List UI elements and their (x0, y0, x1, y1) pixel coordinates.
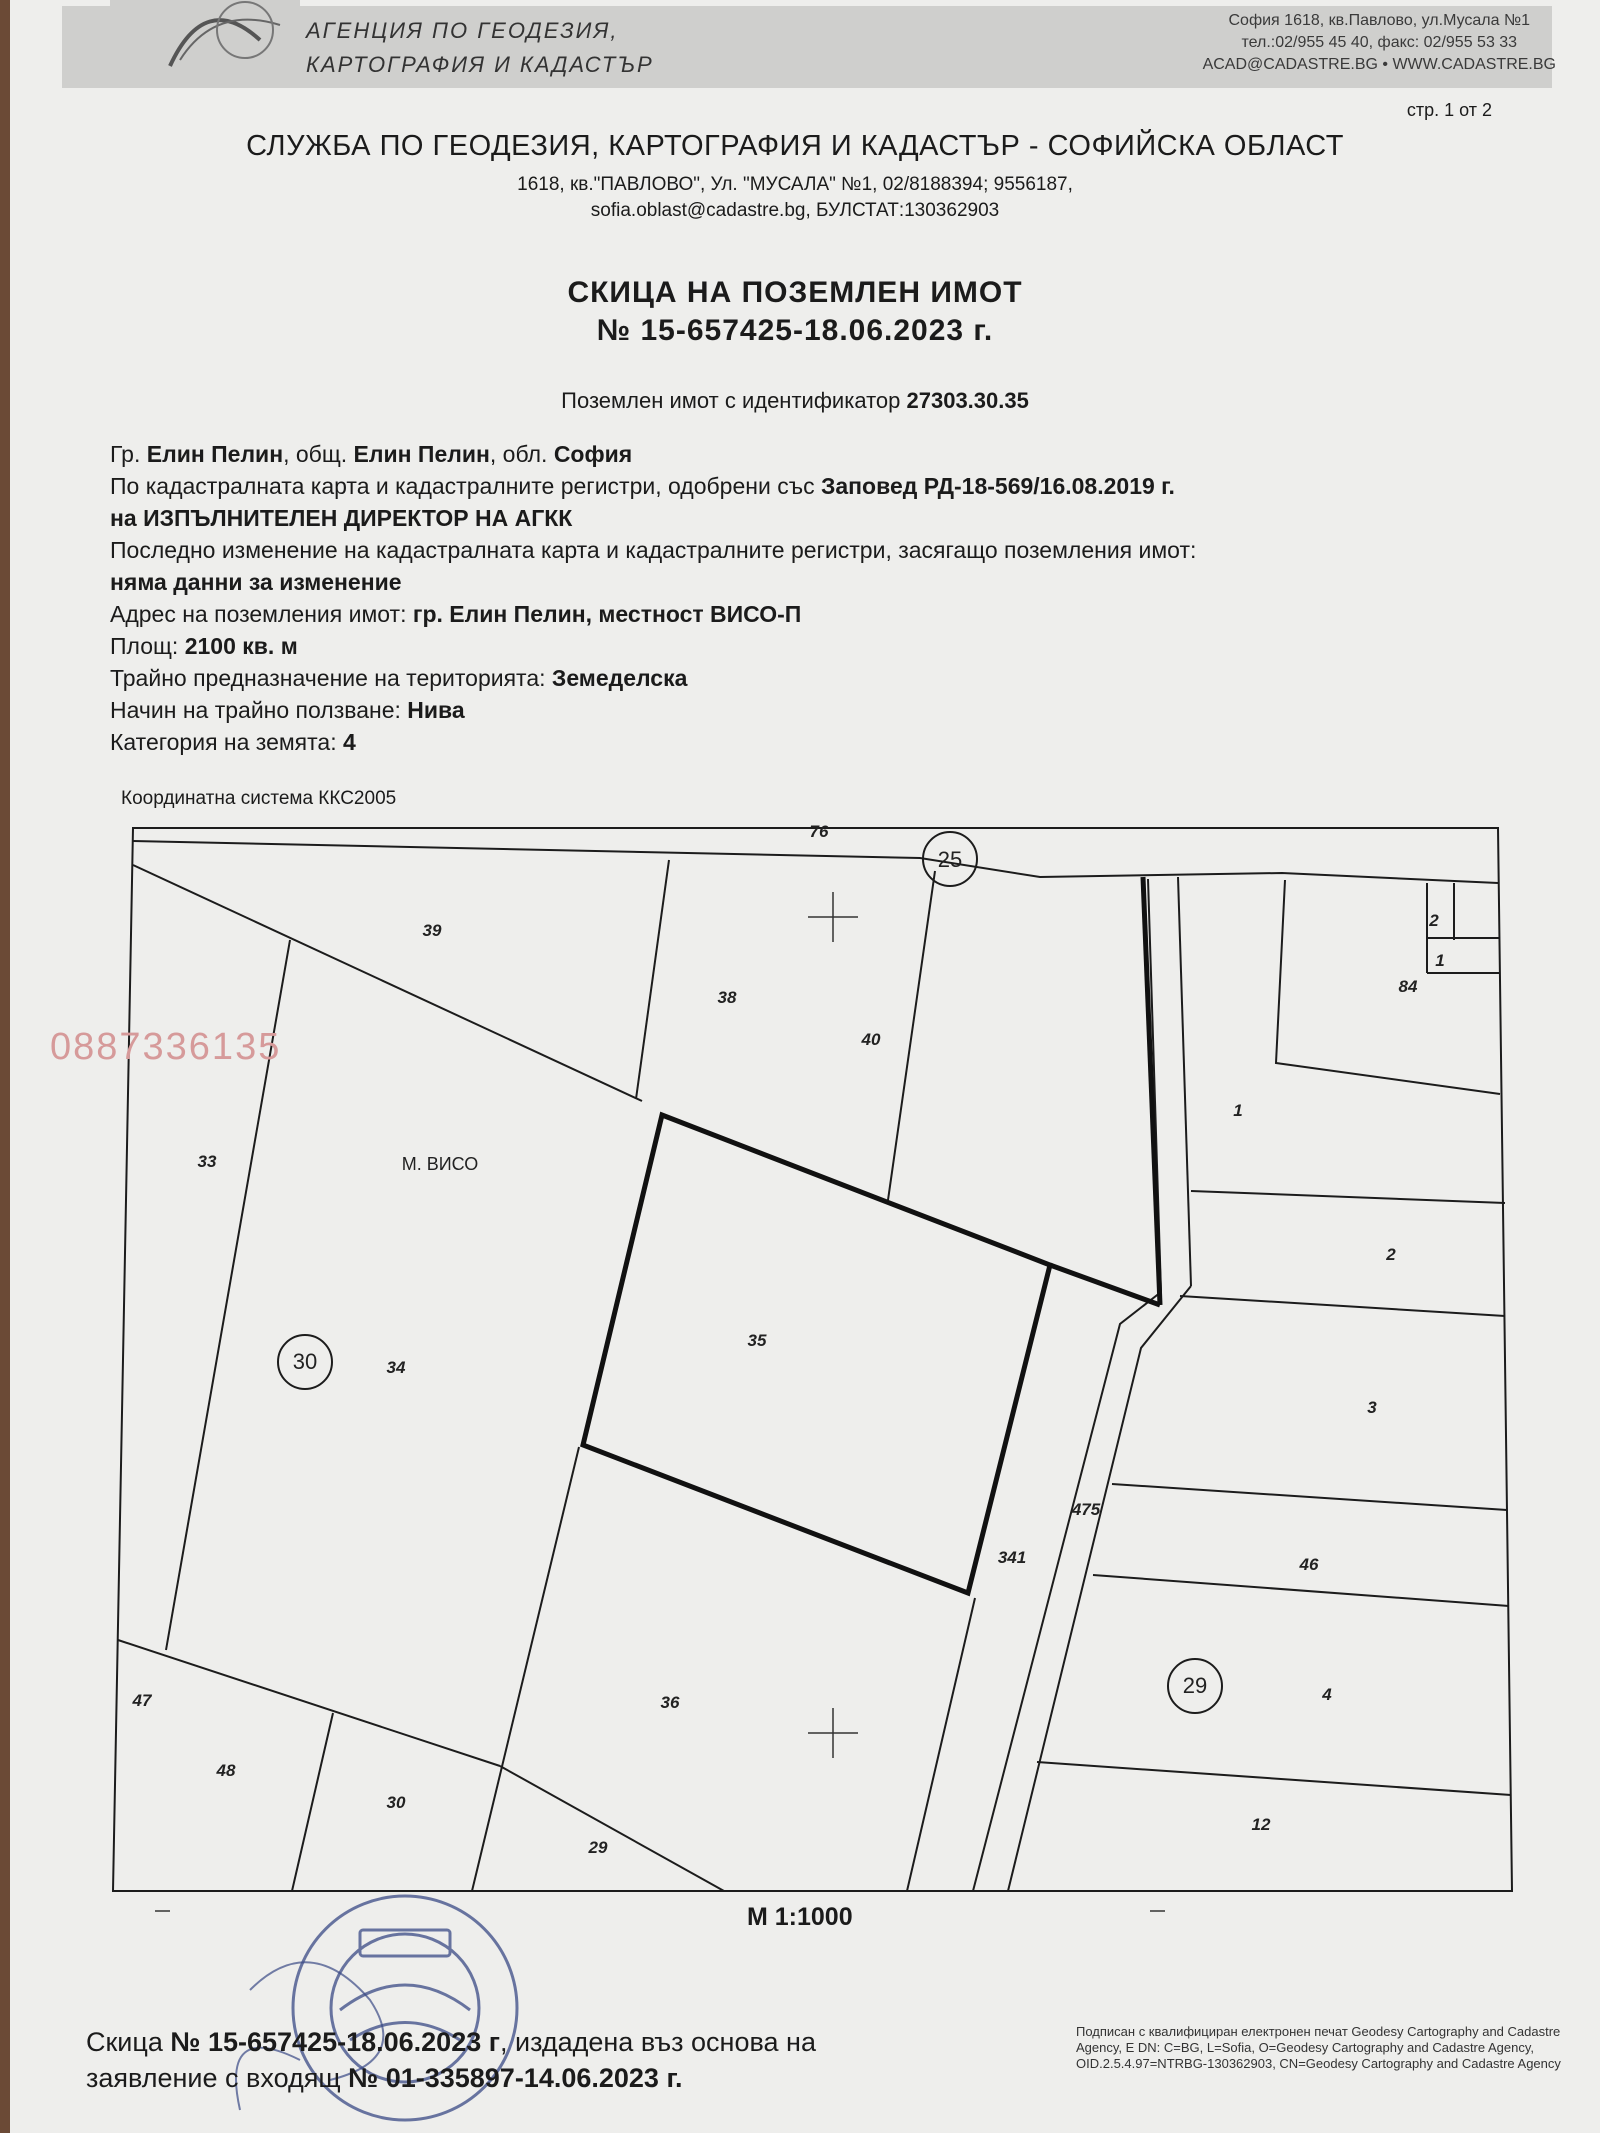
parcel-label: 35 (747, 1331, 767, 1350)
identifier-value: 27303.30.35 (906, 388, 1029, 413)
area-value: 2100 кв. м (184, 633, 298, 659)
parcel-label: 475 (1071, 1500, 1101, 1519)
map-scale: М 1:1000 (747, 1903, 853, 1931)
parcel-label: 1 (1435, 951, 1445, 970)
office-address-line2: sofia.oblast@cadastre.bg, БУЛСТАТ:130362903 (590, 200, 1000, 221)
coordinate-system: Координатна система ККС2005 (121, 788, 397, 809)
parcel-label: 29 (588, 1838, 608, 1857)
identifier-label: Поземлен имот с идентификатор (561, 388, 901, 413)
parcel-label: 38 (717, 988, 737, 1007)
city-value: Елин Пелин (146, 441, 284, 467)
contact-phone: тел.:02/955 45 40, факс: 02/955 53 33 (1241, 34, 1518, 51)
parcel-label: 2 (1386, 1245, 1396, 1264)
parcel-label: 2 (1429, 911, 1439, 930)
footer-application-label: заявление с входящ (86, 2063, 341, 2093)
purpose-label: Трайно предназначение на територията: (110, 665, 546, 691)
region-label: , обл. (489, 441, 548, 467)
cadastre-order: Заповед РД-18-569/16.08.2019 г. (820, 473, 1175, 499)
last-change-label: Последно изменение на кадастралната карта и кадастралните регистри, засягащо поземления имот: (110, 537, 1197, 563)
category-label: Категория на земята: (110, 729, 337, 755)
order-issuer-value: на ИЗПЪЛНИТЕЛЕН ДИРЕКТОР НА АГКК (110, 505, 573, 531)
footer-sketch-number: № 15-657425-18.06.2023 г (170, 2027, 500, 2057)
parcel-label: 84 (1398, 977, 1418, 996)
last-change-value: няма данни за изменение (110, 569, 402, 595)
agency-name-line1: АГЕНЦИЯ ПО ГЕОДЕЗИЯ, (306, 18, 619, 43)
parcel-label: 30 (386, 1793, 406, 1812)
address-value: гр. Елин Пелин, местност ВИСО-П (412, 601, 802, 627)
category-value: 4 (343, 729, 356, 755)
sketch-title: СКИЦА НА ПОЗЕМЛЕН ИМОТ (567, 276, 1023, 309)
use-value: Нива (407, 697, 465, 723)
sketch-number: № 15-657425-18.06.2023 г. (596, 314, 994, 347)
footer-line1 (86, 2024, 816, 2060)
parcel-label: 341 (997, 1548, 1027, 1567)
parcel-label: 3 (1367, 1398, 1377, 1417)
parcel-label: 47 (132, 1691, 152, 1710)
parcel-label: 40 (861, 1030, 881, 1049)
parcel-label: 12 (1251, 1815, 1271, 1834)
contact-web: ACAD@CADASTRE.BG • WWW.CADASTRE.BG (1202, 56, 1556, 73)
parcel-label: 1 (1233, 1101, 1243, 1120)
municipality-value: Елин Пелин (353, 441, 490, 467)
footer-issued-text: , издадена въз основа на (499, 2027, 816, 2057)
locality-label: М. ВИСО (401, 1154, 479, 1174)
parcel-label: 46 (1299, 1555, 1319, 1574)
zone-label: 25 (937, 847, 963, 872)
parcel-label: 34 (386, 1358, 406, 1377)
address-label: Адрес на поземления имот: (110, 601, 407, 627)
office-name: СЛУЖБА ПО ГЕОДЕЗИЯ, КАРТОГРАФИЯ И КАДАСТЪР - СОФИЙСКА ОБЛАСТ (246, 130, 1344, 162)
electronic-signature: Подписан с квалифициран електронен печат Geodesy Cartography and Cadastre Agency, E DN: C=BG, L=Sofia, O=Geodesy Cartography and Cadastre Agency, OID.2.5.4.97=NTRBG-130362903, CN=Geodesy Cartography and Cadastre Agency (1076, 2024, 1561, 2071)
agency-name-line2: КАРТОГРАФИЯ И КАДАСТЪР (306, 52, 654, 77)
use-label: Начин на трайно ползване: (110, 697, 401, 723)
parcel-label: 4 (1322, 1685, 1332, 1704)
parcel-label: 36 (660, 1693, 680, 1712)
watermark-phone: 0887336135 (50, 1026, 282, 1068)
parcel-label: 48 (216, 1761, 236, 1780)
parcel-label: 39 (422, 921, 442, 940)
page-number: стр. 1 от 2 (1406, 100, 1492, 120)
contact-address: София 1618, кв.Павлово, ул.Мусала №1 (1228, 12, 1531, 29)
zone-label: 30 (292, 1349, 318, 1374)
footer-application-number: № 01-335897-14.06.2023 г. (348, 2063, 683, 2093)
parcel-label: 76 (809, 822, 829, 841)
zone-label: 29 (1182, 1673, 1208, 1698)
office-address-line1: 1618, кв."ПАВЛОВО", Ул. "МУСАЛА" №1, 02/8188394; 9556187, (517, 174, 1073, 195)
cadastre-text: По кадастралната карта и кадастралните регистри, одобрени със (110, 473, 815, 499)
city-label: Гр. (110, 441, 141, 467)
footer-issued (86, 2024, 816, 2096)
region-value: София (553, 441, 633, 467)
municipality-label: , общ. (283, 441, 348, 467)
parcel-label: 33 (197, 1152, 217, 1171)
area-label: Площ: (110, 633, 179, 659)
purpose-value: Земеделска (551, 665, 688, 691)
footer-sketch-label: Скица (86, 2027, 163, 2057)
footer-line2 (86, 2060, 816, 2096)
